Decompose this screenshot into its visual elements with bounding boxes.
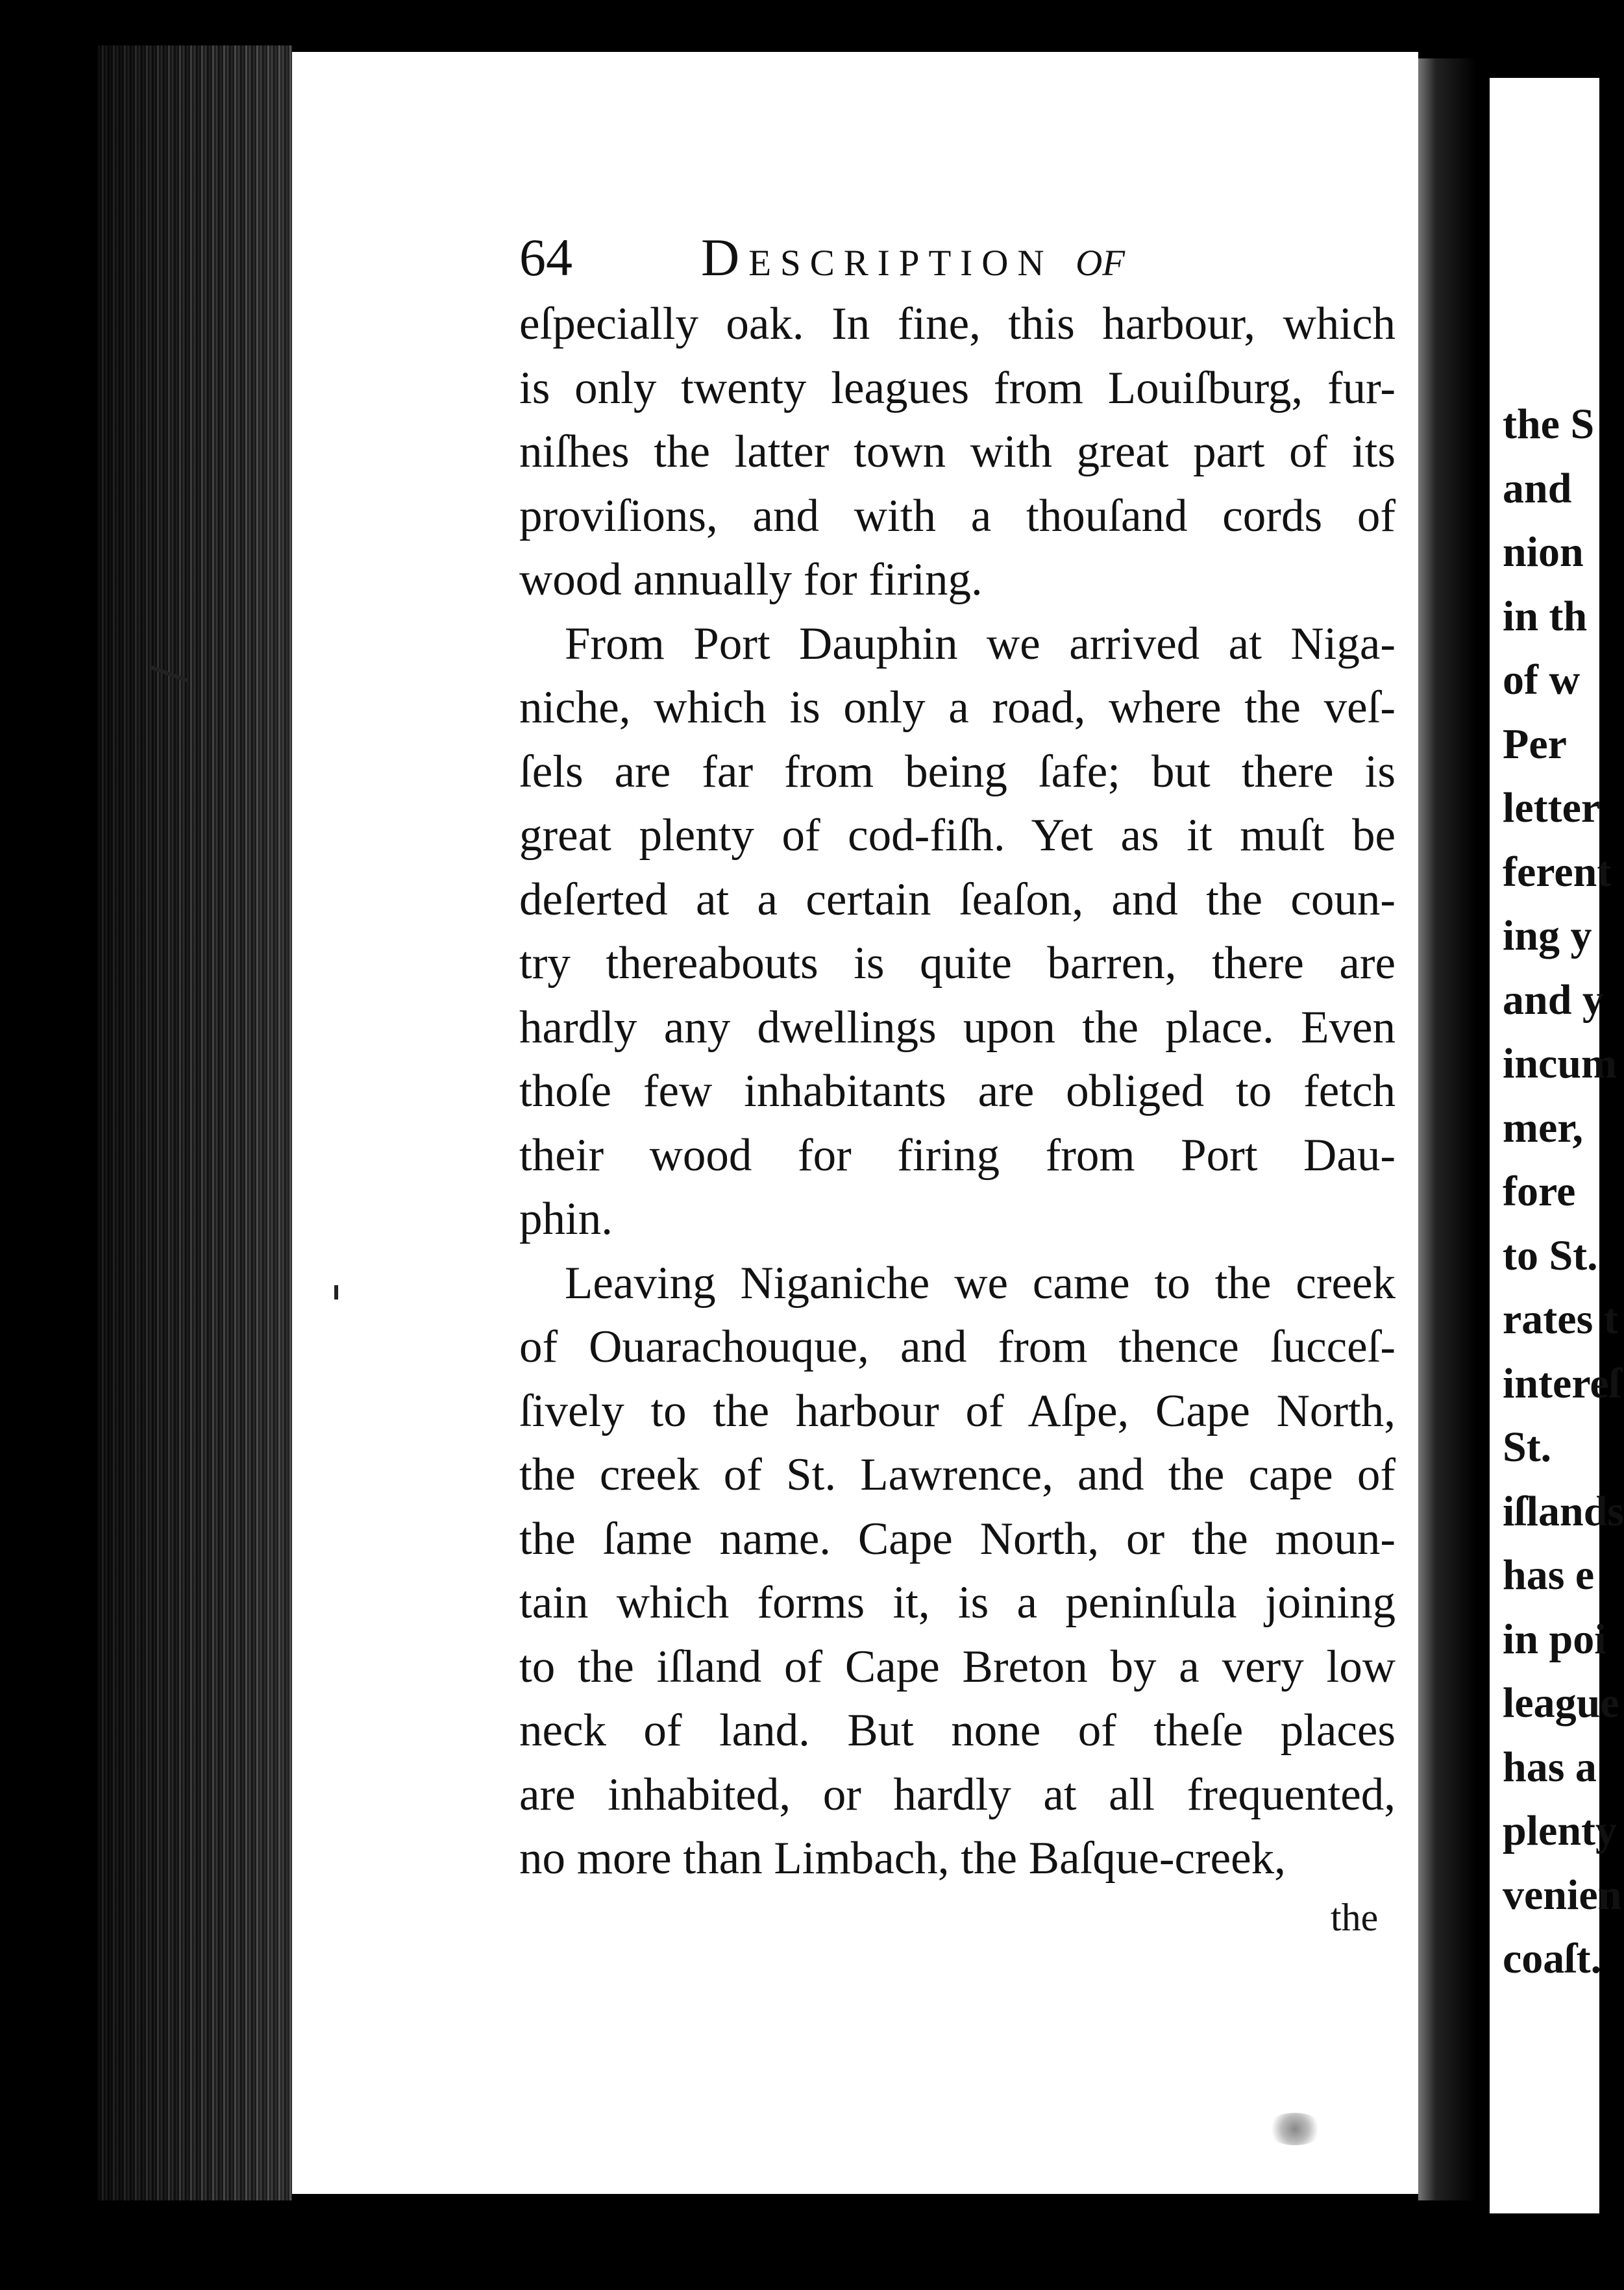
page-edges <box>97 45 292 2200</box>
text-line: tain which forms it, is a peninſula joining <box>519 1577 1396 1628</box>
facing-line: league <box>1503 1679 1619 1727</box>
facing-line: and <box>1503 464 1572 512</box>
text-line: is only twenty leagues from Louiſburg, fur- <box>519 362 1396 413</box>
text-line: are inhabited, or hardly at all frequented, <box>519 1769 1396 1820</box>
facing-line: Per <box>1503 720 1567 768</box>
text-line: the creek of St. Lawrence, and the cape of <box>519 1449 1396 1500</box>
facing-page-text <box>1503 393 1624 1991</box>
text-line: great plenty of cod-fiſh. Yet as it muſt be <box>519 810 1396 861</box>
running-title <box>701 227 1125 288</box>
text-line: no more than Limbach, the Baſque-creek, <box>519 1833 1286 1884</box>
facing-line: St. <box>1503 1423 1552 1471</box>
text-line: neck of land. But none of theſe places <box>519 1705 1396 1756</box>
facing-line: fore <box>1503 1168 1576 1215</box>
margin-smudge <box>1266 2113 1324 2145</box>
text-line: From Port Dauphin we arrived at Niga- <box>565 618 1396 669</box>
text-line: their wood for firing from Port Dau- <box>519 1129 1396 1181</box>
facing-line: coaſt. <box>1503 1935 1602 1982</box>
facing-line: mer, <box>1503 1103 1584 1151</box>
text-line: of Ouarachouque, and from thence ſucceſ- <box>519 1322 1396 1372</box>
page-number: 64 <box>519 228 572 287</box>
facing-line: rates t <box>1503 1296 1618 1343</box>
facing-line: ferent <box>1503 848 1612 896</box>
running-title-word: Description <box>701 228 1053 287</box>
text-line: ſels are far from being ſafe; but there is <box>519 746 1396 797</box>
facing-line: in poi <box>1503 1615 1606 1663</box>
text-line: wood annually for firing. <box>519 554 983 605</box>
facing-line: has e <box>1503 1551 1595 1599</box>
facing-line: and y <box>1503 976 1604 1024</box>
running-head <box>519 214 1389 305</box>
text-line: phin. <box>519 1194 613 1244</box>
margin-mark <box>334 1285 338 1299</box>
text-line: the ſame name. Cape North, or the moun- <box>519 1513 1396 1564</box>
text-line: proviſions, and with a thouſand cords of <box>519 490 1396 541</box>
facing-line: letter <box>1503 784 1601 831</box>
text-line: try thereabouts is quite barren, there are <box>519 938 1396 989</box>
facing-page <box>1490 78 1624 2213</box>
text-line: eſpecially oak. In fine, this harbour, which <box>519 299 1396 349</box>
facing-line: nion <box>1503 528 1584 576</box>
text-line: ſively to the harbour of Aſpe, Cape North, <box>519 1385 1396 1436</box>
facing-line: the S <box>1503 400 1595 448</box>
facing-line: iſlands <box>1503 1487 1624 1535</box>
text-line: hardly any dwellings upon the place. Even <box>519 1002 1396 1053</box>
facing-line: of w <box>1503 656 1581 704</box>
text-line: Leaving Niganiche we came to the creek <box>565 1257 1396 1309</box>
facing-line: ing y <box>1503 912 1592 959</box>
text-line: niche, which is only a road, where the veſ- <box>519 682 1396 733</box>
text-line: deſerted at a certain ſeaſon, and the coun- <box>519 874 1396 925</box>
facing-line: incum <box>1503 1040 1618 1087</box>
facing-line: intereſ <box>1503 1359 1621 1407</box>
facing-line: plenty <box>1503 1807 1618 1854</box>
facing-line: in th <box>1503 592 1588 640</box>
running-title-of: of <box>1076 228 1126 287</box>
text-line: to the iſland of Cape Breton by a very low <box>519 1641 1396 1692</box>
book-gutter <box>1418 58 1477 2200</box>
facing-line: to St. <box>1503 1231 1598 1279</box>
catchword: the <box>1331 1896 1379 1939</box>
text-line: thoſe few inhabitants are obliged to fetch <box>519 1066 1396 1116</box>
facing-line: has a <box>1503 1743 1597 1791</box>
text-line: niſhes the latter town with great part of its <box>519 426 1396 477</box>
body-text <box>519 292 1396 1891</box>
facing-line: venien <box>1503 1871 1622 1919</box>
